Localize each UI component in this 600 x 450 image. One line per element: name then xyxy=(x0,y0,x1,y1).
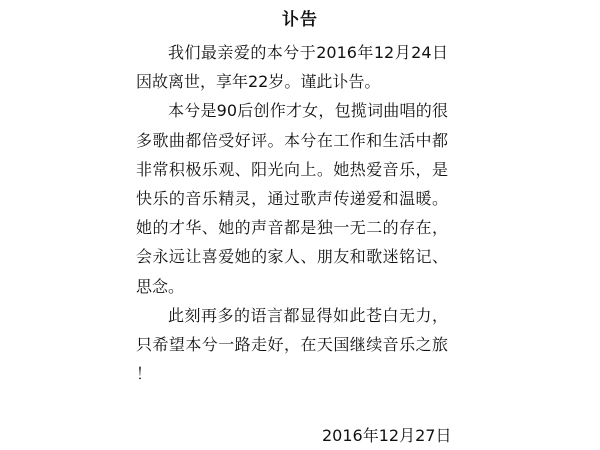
paragraph-tribute: 本兮是90后创作才女，包揽词曲唱的很多歌曲都倍受好评。本兮在工作和生活中都非常积极乐观、阳光向上。她热爱音乐，是快乐的音乐精灵，通过歌声传递爱和温暖。她的才华、她的声音都是独一无二的存在，会永远让喜爱她的家人、朋友和歌迷铭记、思念。 xyxy=(136,101,448,296)
paragraph-farewell: 此刻再多的语言都显得如此苍白无力，只希望本兮一路走好，在天国继续音乐之旅！ xyxy=(136,305,448,384)
paragraph-announcement: 我们最亲爱的本兮于2016年12月24日因故离世，享年22岁。谨此讣告。 xyxy=(136,43,448,92)
notice-body xyxy=(136,38,448,388)
notice-date: 2016年12月27日 xyxy=(322,426,452,445)
notice-title: 讣告 xyxy=(282,10,318,30)
